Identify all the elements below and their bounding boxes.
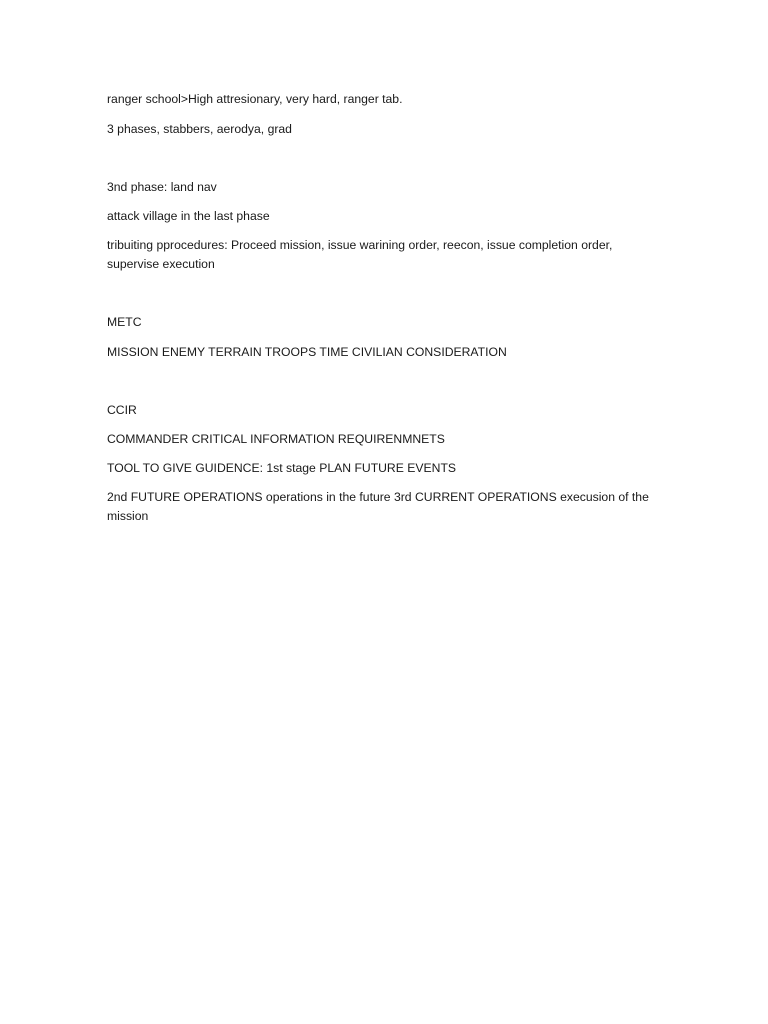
paragraph-attack-village: attack village in the last phase: [107, 209, 270, 223]
paragraph-phases: 3 phases, stabbers, aerodya, grad: [107, 122, 292, 136]
paragraph-operations: 2nd FUTURE OPERATIONS operations in the future 3rd CURRENT OPERATIONS execusion of the mission: [107, 490, 649, 523]
paragraph-ccir-expansion: COMMANDER CRITICAL INFORMATION REQUIRENMNETS: [107, 432, 445, 446]
paragraph-metc: METC: [107, 315, 142, 329]
paragraph-ccir: CCIR: [107, 403, 137, 417]
paragraph-guidance-tool: TOOL TO GIVE GUIDENCE: 1st stage PLAN FUTURE EVENTS: [107, 461, 457, 475]
paragraph-procedures: tribuiting pprocedures: Proceed mission, issue warining order, reecon, issue completion order, supervise execution: [107, 238, 613, 271]
paragraph-land-nav: 3nd phase: land nav: [107, 180, 217, 194]
paragraph-ranger-school: ranger school>High attresionary, very hard, ranger tab.: [107, 92, 403, 106]
paragraph-metc-expansion: MISSION ENEMY TERRAIN TROOPS TIME CIVILIAN CONSIDERATION: [107, 345, 507, 359]
